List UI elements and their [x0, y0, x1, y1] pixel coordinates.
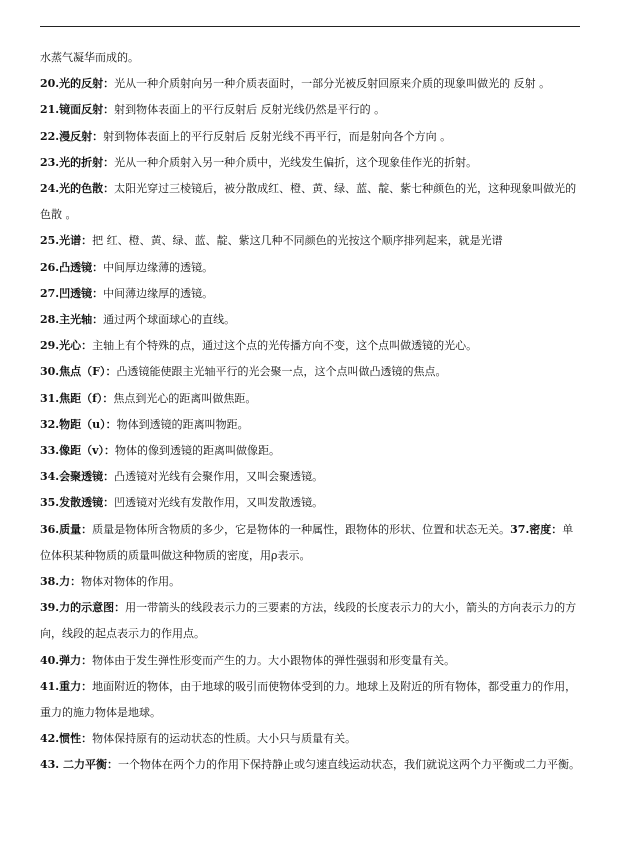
definition-text: 一个物体在两个力的作用下保持静止或匀速直线运动状态，我们就说这两个力平衡或二力平衡。 — [117, 758, 580, 772]
paragraph — [40, 648, 584, 674]
term-heading: 38.力： — [40, 575, 82, 589]
term-heading: 33.像距（v）： — [40, 444, 116, 458]
term-heading: 28.主光轴： — [40, 313, 104, 327]
definition-text: 物体对物体的作用。 — [81, 575, 181, 589]
paragraph — [40, 255, 584, 281]
definition-text: 凹透镜对光线有发散作用，又叫发散透镜。 — [114, 496, 324, 510]
paragraph — [40, 752, 584, 778]
definition-text: 光从一种介质射入另一种介质中，光线发生偏折，这个现象佳作光的折射。 — [114, 155, 478, 169]
paragraph — [40, 517, 584, 569]
document-body — [40, 45, 584, 779]
term-heading: 29.光心： — [40, 339, 93, 353]
paragraph — [40, 45, 584, 71]
header-rule — [40, 26, 580, 27]
definition-text: 把 红、橙、黄、绿、蓝、靛、紫这几种不同颜色的光按这个顺序排列起来，就是光谱 — [92, 234, 503, 248]
paragraph — [40, 150, 584, 176]
definition-text: 中间薄边缘厚的透镜。 — [103, 286, 214, 300]
paragraph — [40, 97, 584, 123]
definition-text: 用一带箭头的线段表示力的三要素的方法，线段的长度表示力的大小，箭头的方向表示力的方向，线段的起点表示力的作用点。 — [40, 601, 577, 641]
paragraph — [40, 176, 584, 228]
term-heading: 24.光的色散： — [40, 182, 115, 196]
paragraph — [40, 595, 584, 647]
paragraph — [40, 726, 584, 752]
definition-text: 主轴上有个特殊的点，通过这个点的光传播方向不变，这个点叫做透镜的光心。 — [92, 339, 478, 353]
definition-text: 焦点到光心的距离叫做焦距。 — [113, 391, 257, 405]
term-heading: 34.会聚透镜： — [40, 470, 115, 484]
paragraph — [40, 438, 584, 464]
paragraph — [40, 307, 584, 333]
definition-text: 质量是物体所含物质的多少，它是物体的一种属性，跟物体的形状、位置和状态无关。 — [92, 522, 511, 536]
term-heading: 25.光谱： — [40, 234, 93, 248]
term-heading: 22.漫反射： — [40, 129, 104, 143]
definition-text: 水蒸气凝华而成的。 — [40, 51, 139, 64]
term-heading: 23.光的折射： — [40, 155, 115, 169]
paragraph — [40, 228, 584, 254]
definition-text: 射到物体表面上的平行反射后 反射光线仍然是平行的 。 — [114, 103, 386, 117]
term-heading: 32.物距（u）： — [40, 417, 117, 431]
term-heading: 41.重力： — [40, 679, 93, 693]
definition-text: 物体保持原有的运动状态的性质。大小只与质量有关。 — [92, 732, 357, 746]
paragraph — [40, 674, 584, 726]
definition-text: 物体到透镜的距离叫物距。 — [116, 417, 249, 431]
definition-text: 物体由于发生弹性形变而产生的力。大小跟物体的弹性强弱和形变量有关。 — [92, 653, 456, 667]
term-heading: 20.光的反射： — [40, 77, 115, 91]
term-heading: 21.镜面反射： — [40, 103, 115, 117]
term-heading: 40.弹力： — [40, 653, 93, 667]
term-heading: 30.焦点（F）： — [40, 365, 117, 379]
definition-text: 凸透镜对光线有会聚作用，又叫会聚透镜。 — [114, 470, 324, 484]
paragraph — [40, 464, 584, 490]
paragraph — [40, 124, 584, 150]
paragraph — [40, 569, 584, 595]
definition-text: 太阳光穿过三棱镜后，被分散成红、橙、黄、绿、蓝、靛、紫七种颜色的光，这种现象叫做光的 色散 。 — [40, 182, 577, 222]
paragraph — [40, 386, 584, 412]
term-heading: 36.质量： — [40, 522, 93, 536]
term-heading: 35.发散透镜： — [40, 496, 115, 510]
definition-text: 中间厚边缘薄的透镜。 — [103, 260, 214, 274]
term-heading: 26.凸透镜： — [40, 260, 104, 274]
definition-text: 单位体积某种物质的质量叫做这种物质的密度，用ρ表示。 — [40, 522, 574, 562]
term-heading: 37.密度： — [510, 522, 563, 536]
term-heading: 43. 二力平衡： — [40, 758, 118, 772]
paragraph — [40, 333, 584, 359]
definition-text: 地面附近的物体，由于地球的吸引而使物体受到的力。地球上及附近的所有物体，都受重力的作用，重力的施力物体是地球。 — [40, 679, 577, 720]
definition-text: 通过两个球面球心的直线。 — [103, 313, 236, 327]
paragraph — [40, 281, 584, 307]
paragraph — [40, 490, 584, 516]
definition-text: 物体的像到透镜的距离叫做像距。 — [115, 444, 281, 458]
term-heading: 39.力的示意图： — [40, 601, 126, 615]
paragraph — [40, 412, 584, 438]
paragraph — [40, 71, 584, 97]
definition-text: 凸透镜能使跟主光轴平行的光会聚一点，这个点叫做凸透镜的焦点。 — [116, 365, 447, 379]
definition-text: 射到物体表面上的平行反射后 反射光线不再平行，而是射向各个方向 。 — [103, 129, 452, 143]
definition-text: 光从一种介质射向另一种介质表面时，一部分光被反射回原来介质的现象叫做光的 反射 。 — [114, 77, 551, 91]
term-heading: 31.焦距（f）： — [40, 391, 114, 405]
term-heading: 42.惯性： — [40, 732, 93, 746]
paragraph — [40, 359, 584, 385]
term-heading: 27.凹透镜： — [40, 286, 104, 300]
